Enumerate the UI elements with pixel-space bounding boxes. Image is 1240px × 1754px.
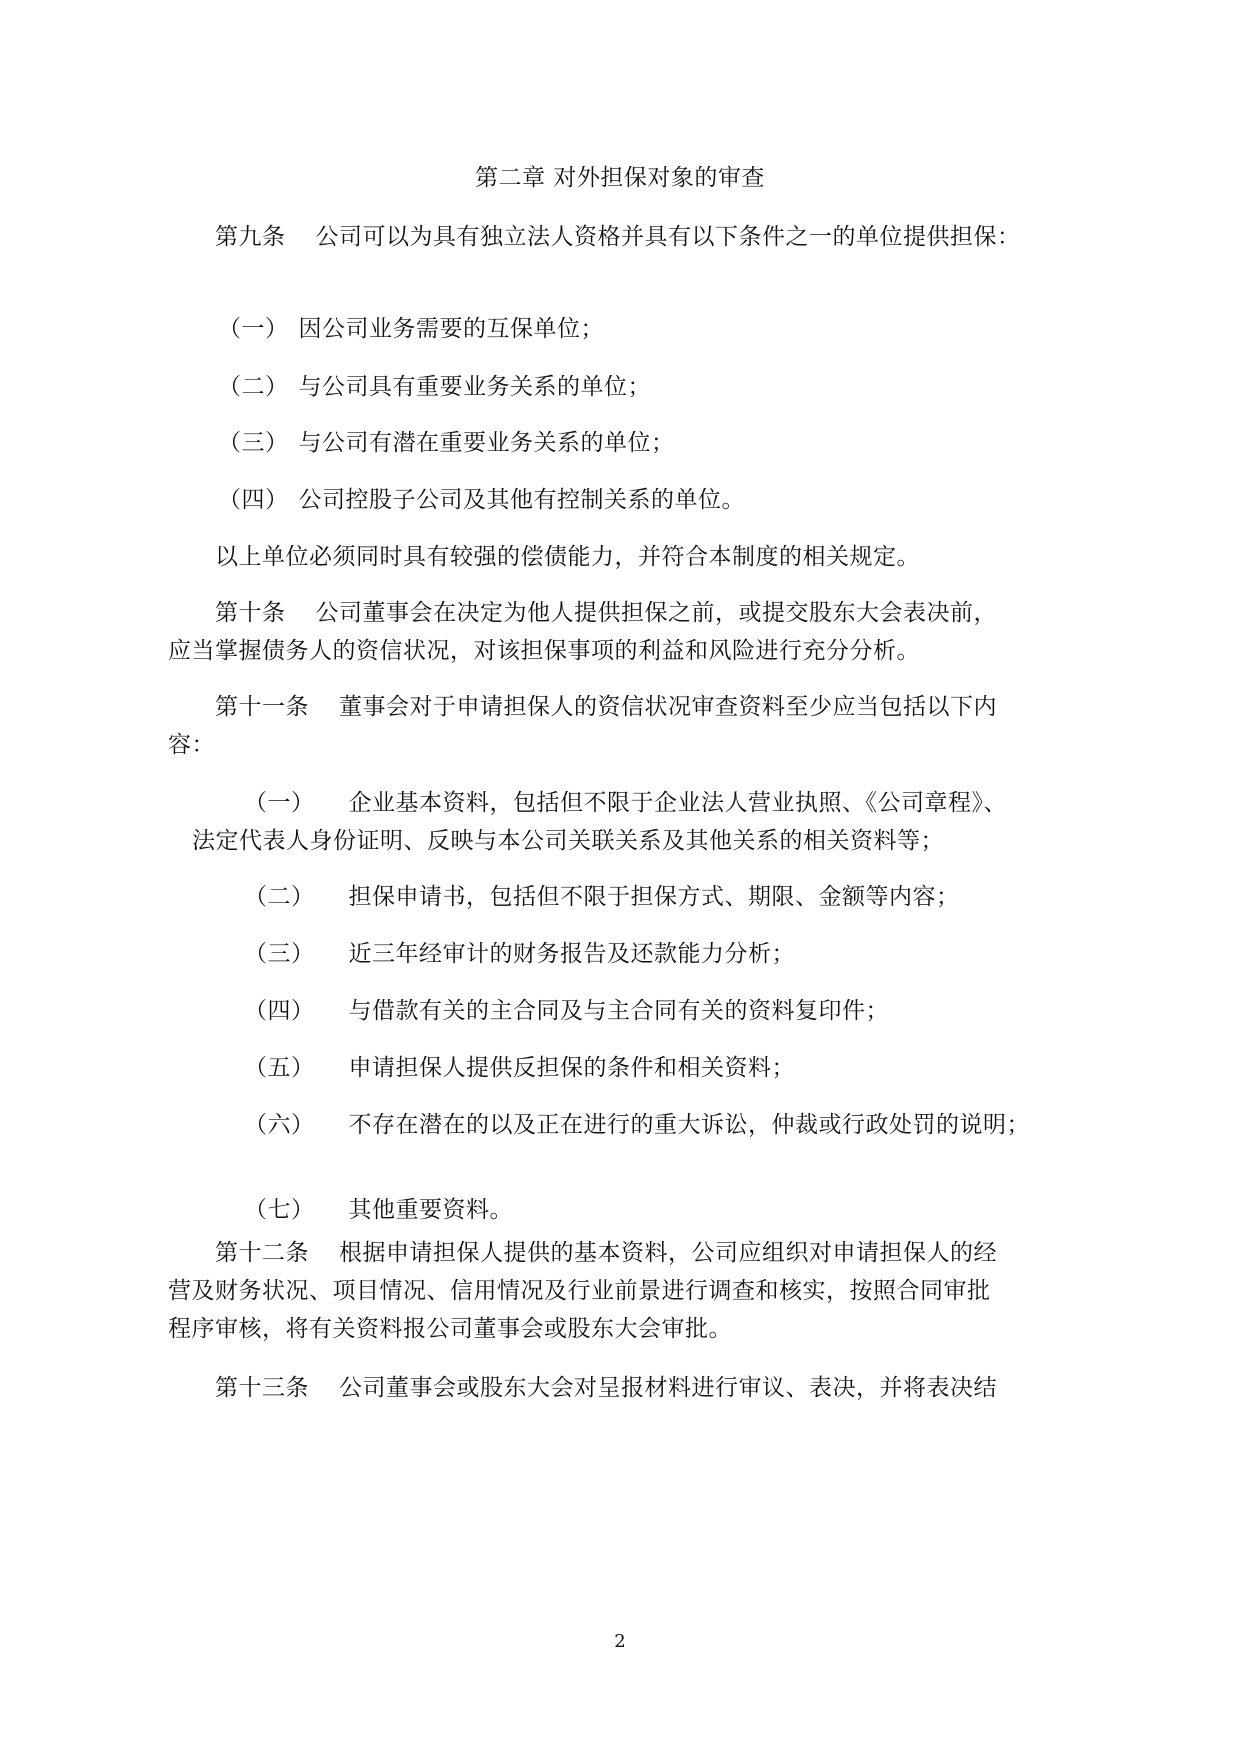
- item-number: （七）: [244, 1197, 315, 1223]
- article-10-label: 第十条: [215, 600, 286, 626]
- article-12-label: 第十二条: [215, 1240, 309, 1266]
- page-number: 2: [614, 1631, 626, 1652]
- article-11-item-1: [244, 788, 1007, 818]
- item-text: 近三年经审计的财务报告及还款能力分析；: [348, 941, 795, 967]
- article-9-item-4: [218, 485, 745, 515]
- article-12-line-3: 程序审核，将有关资料报公司董事会或股东大会审批。: [168, 1316, 732, 1342]
- item-text: 申请担保人提供反担保的条件和相关资料；: [348, 1055, 795, 1081]
- article-11-item-2: [244, 882, 960, 912]
- article-9-item-3: [218, 428, 675, 458]
- article-11-item-6: [244, 1110, 1030, 1140]
- item-text: 与借款有关的主合同及与主合同有关的资料复印件；: [348, 998, 889, 1024]
- item-number: （六）: [244, 1112, 315, 1138]
- article-13-line-1: [215, 1373, 997, 1403]
- item-number: （五）: [244, 1055, 315, 1081]
- item-text: 其他重要资料。: [348, 1197, 513, 1223]
- article-11-label: 第十一条: [215, 694, 309, 720]
- article-9-item-2: [218, 372, 651, 402]
- article-11-item-7: [244, 1195, 513, 1225]
- article-9-item-1: [218, 314, 604, 344]
- article-9: [215, 222, 1021, 252]
- item-number: （三）: [218, 430, 289, 456]
- article-11-item-1-continued: 法定代表人身份证明、反映与本公司关联关系及其他关系的相关资料等；: [192, 828, 944, 854]
- article-12-line-2: 营及财务状况、项目情况、信用情况及行业前景进行调查和核实，按照合同审批: [168, 1278, 991, 1304]
- item-text: 与公司具有重要业务关系的单位；: [298, 374, 651, 400]
- article-11-item-4: [244, 996, 889, 1026]
- article-13-text: 公司董事会或股东大会对呈报材料进行审议、表决，并将表决结: [339, 1375, 997, 1401]
- article-12-line-1: [215, 1238, 997, 1268]
- article-10-line-1: [215, 598, 997, 628]
- article-11-item-3: [244, 939, 795, 969]
- article-10-line-2: 应当掌握债务人的资信状况，对该担保事项的利益和风险进行充分分析。: [168, 638, 920, 664]
- item-text: 因公司业务需要的互保单位；: [298, 316, 604, 342]
- item-text: 不存在潜在的以及正在进行的重大诉讼，仲裁或行政处罚的说明；: [348, 1112, 1030, 1138]
- item-text: 公司控股子公司及其他有控制关系的单位。: [298, 487, 745, 513]
- article-11-text: 董事会对于申请担保人的资信状况审查资料至少应当包括以下内: [339, 694, 997, 720]
- item-number: （一）: [244, 790, 315, 816]
- item-number: （四）: [244, 998, 315, 1024]
- article-9-text: 公司可以为具有独立法人资格并具有以下条件之一的单位提供担保：: [315, 224, 1021, 250]
- item-number: （三）: [244, 941, 315, 967]
- chapter-title: 第二章 对外担保对象的审查: [475, 165, 765, 191]
- article-11-line-2: 容：: [168, 732, 215, 758]
- article-9-label: 第九条: [215, 224, 286, 250]
- article-11-item-5: [244, 1053, 795, 1083]
- article-12-text: 根据申请担保人提供的基本资料，公司应组织对申请担保人的经: [339, 1240, 997, 1266]
- item-text: 企业基本资料，包括但不限于企业法人营业执照、《公司章程》、: [348, 790, 1007, 816]
- item-number: （一）: [218, 316, 289, 342]
- item-number: （四）: [218, 487, 289, 513]
- item-number: （二）: [244, 884, 315, 910]
- item-text: 与公司有潜在重要业务关系的单位；: [298, 430, 675, 456]
- article-13-label: 第十三条: [215, 1375, 309, 1401]
- article-9-note: 以上单位必须同时具有较强的偿债能力，并符合本制度的相关规定。: [215, 544, 920, 570]
- item-text: 担保申请书，包括但不限于担保方式、期限、金额等内容；: [348, 884, 960, 910]
- item-number: （二）: [218, 374, 289, 400]
- article-10-text: 公司董事会在决定为他人提供担保之前，或提交股东大会表决前，: [315, 600, 997, 626]
- article-11-line-1: [215, 692, 997, 722]
